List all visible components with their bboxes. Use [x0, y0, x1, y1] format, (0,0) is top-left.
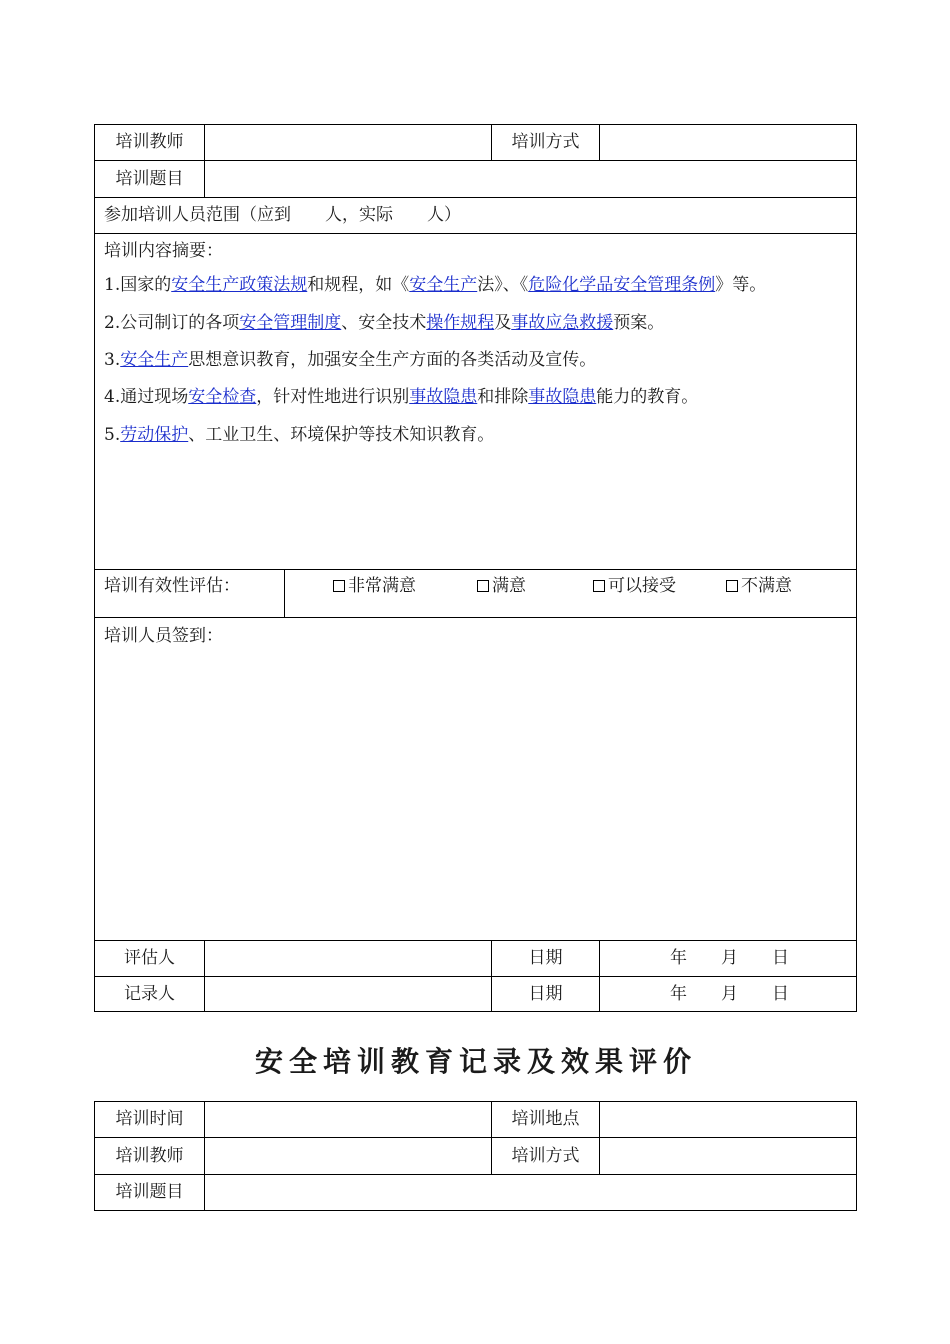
teacher-field[interactable] [205, 125, 491, 160]
topic-field-2[interactable] [205, 1175, 856, 1210]
link-accident-hazards[interactable]: 事故隐患 [409, 387, 478, 407]
content-item-5: 5.劳动保护、工业卫生、环境保护等技术知识教育。 [104, 425, 495, 445]
teacher-label: 培训教师 [115, 132, 184, 152]
topic-label: 培训题目 [115, 169, 184, 189]
evaluator-date[interactable]: 年 月 日 [670, 948, 789, 968]
method-field-2[interactable] [600, 1138, 856, 1174]
link-safety-management-system[interactable]: 安全管理制度 [239, 313, 342, 333]
location-field[interactable] [600, 1102, 856, 1137]
option-satisfied[interactable]: 满意 [477, 576, 526, 596]
signin-area[interactable] [95, 650, 856, 940]
recorder-date[interactable]: 年 月 日 [670, 984, 789, 1004]
content-item-3: 3.安全生产思想意识教育，加强安全生产方面的各类活动及宣传。 [104, 350, 597, 370]
date-label: 日期 [528, 948, 563, 968]
checkbox-icon [726, 580, 738, 592]
link-safety-inspection[interactable]: 安全检查 [188, 387, 257, 407]
recorder-field[interactable] [205, 977, 491, 1011]
link-safety-policy-regulations[interactable]: 安全生产政策法规 [171, 275, 308, 295]
recorder-label: 记录人 [124, 984, 175, 1004]
time-label: 培训时间 [115, 1109, 184, 1129]
evaluator-field[interactable] [205, 941, 491, 976]
teacher-field-2[interactable] [205, 1138, 491, 1174]
method-label-2: 培训方式 [511, 1146, 580, 1166]
location-label: 培训地点 [511, 1109, 580, 1129]
checkbox-icon [477, 580, 489, 592]
link-accident-hazards-2[interactable]: 事故隐患 [528, 387, 597, 407]
link-safety-production-2[interactable]: 安全生产 [120, 350, 189, 370]
teacher-label-2: 培训教师 [115, 1146, 184, 1166]
link-hazardous-chemicals-regulation[interactable]: 危险化学品安全管理条例 [528, 275, 716, 295]
option-unsatisfied[interactable]: 不满意 [726, 576, 792, 596]
topic-field[interactable] [205, 161, 856, 197]
evaluator-label: 评估人 [124, 948, 175, 968]
page-title: 安全培训教育记录及效果评价 [254, 1045, 697, 1078]
summary-label: 培训内容摘要： [104, 241, 223, 261]
link-safety-production[interactable]: 安全生产 [409, 275, 478, 295]
content-item-4: 4.通过现场安全检查，针对性地进行识别事故隐患和排除事故隐患能力的教育。 [104, 387, 699, 407]
method-label: 培训方式 [511, 132, 580, 152]
option-acceptable[interactable]: 可以接受 [593, 576, 676, 596]
content-item-2: 2.公司制订的各项安全管理制度、安全技术操作规程及事故应急救援预案。 [104, 313, 665, 333]
content-item-1: 1.国家的安全生产政策法规和规程，如《安全生产法》、《危险化学品安全管理条例》等。 [104, 275, 767, 295]
option-very-satisfied[interactable]: 非常满意 [333, 576, 416, 596]
link-operating-procedures[interactable]: 操作规程 [426, 313, 495, 333]
date-label: 日期 [528, 984, 563, 1004]
topic-label-2: 培训题目 [115, 1182, 184, 1202]
checkbox-icon [333, 580, 345, 592]
signin-label: 培训人员签到： [104, 626, 223, 646]
participants-range: 参加培训人员范围（应到 人，实际 人） [104, 205, 461, 225]
time-field[interactable] [205, 1102, 491, 1137]
checkbox-icon [593, 580, 605, 592]
method-field[interactable] [600, 125, 856, 160]
link-emergency-rescue[interactable]: 事故应急救援 [511, 313, 614, 333]
evaluation-label: 培训有效性评估： [104, 576, 240, 596]
link-labor-protection[interactable]: 劳动保护 [120, 425, 189, 445]
